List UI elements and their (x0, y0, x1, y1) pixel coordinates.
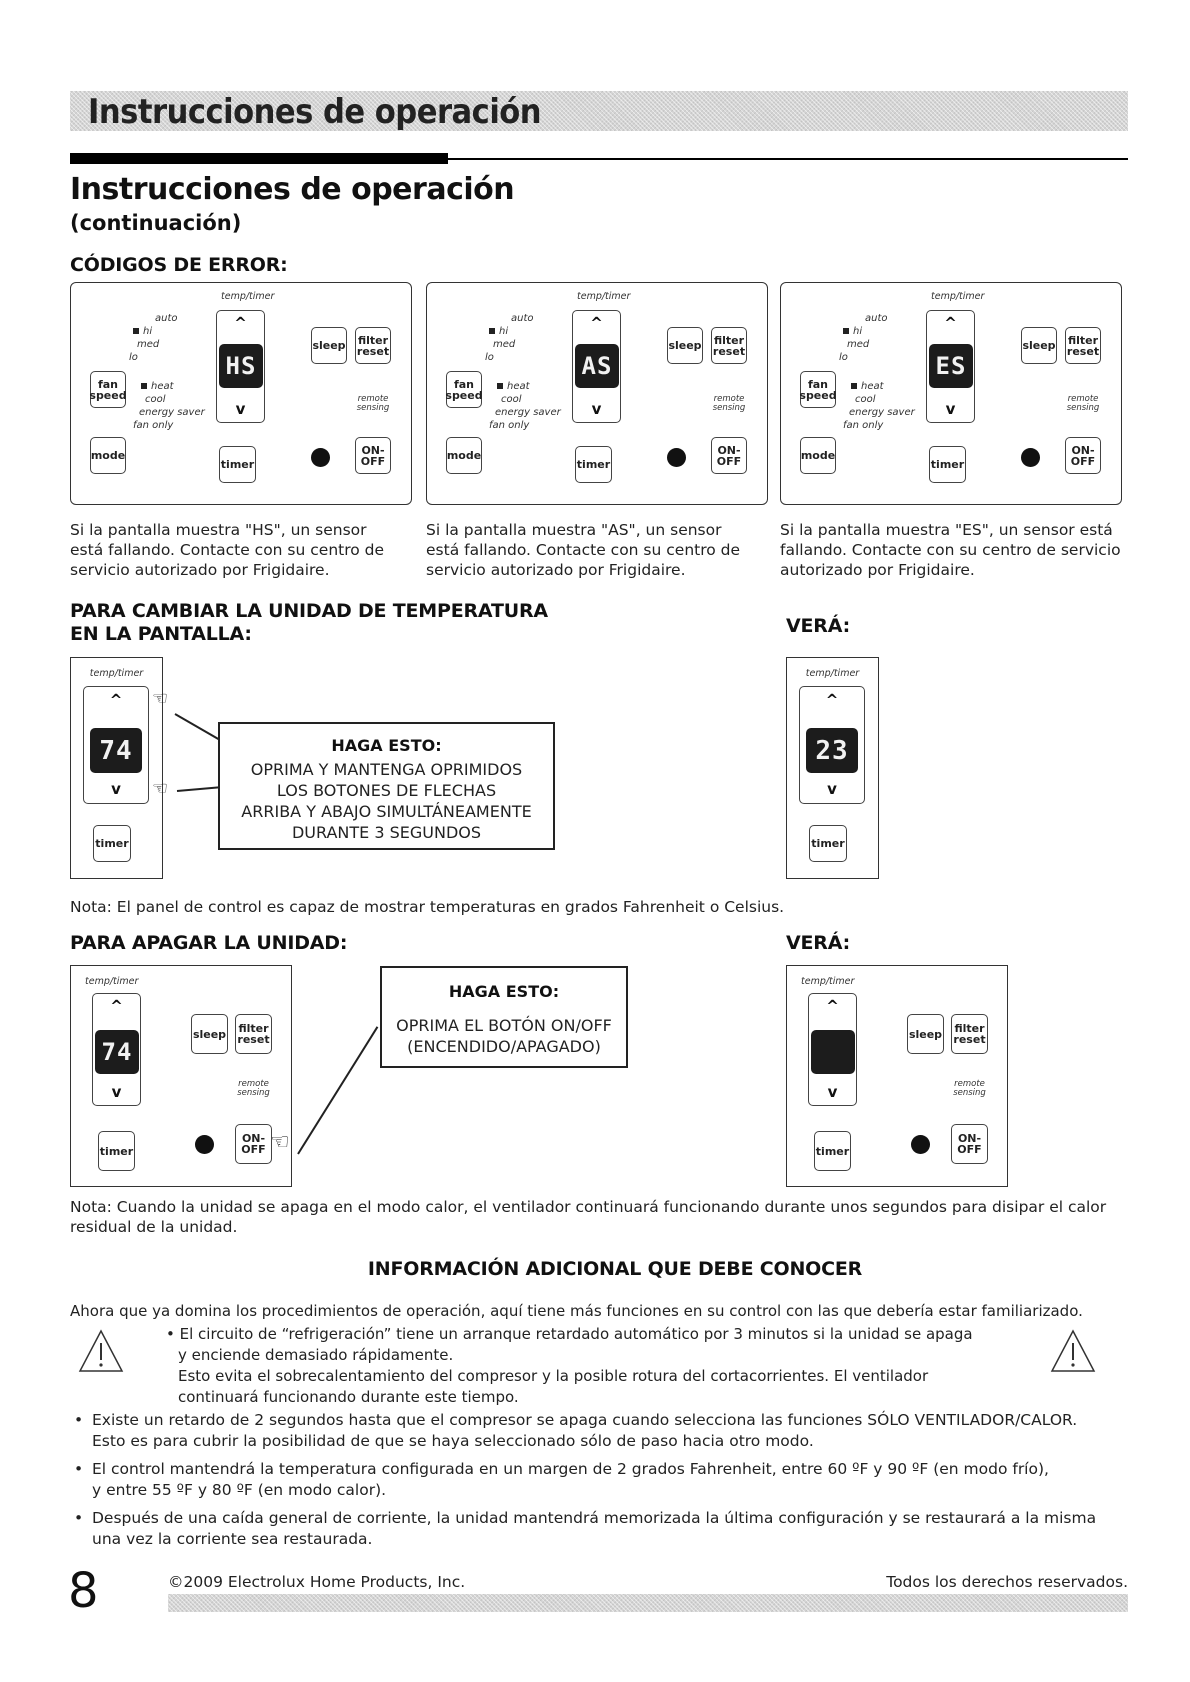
remote-sensor-icon (667, 448, 686, 467)
page-number: 8 (68, 1563, 99, 1619)
instruction-box-temp (218, 722, 555, 850)
temp-display (811, 1030, 855, 1074)
warning-line: continuará funcionando durante este tiempo. (178, 1388, 519, 1406)
mode-heat: heat (141, 381, 174, 392)
fan-mode-hi: hi (489, 326, 508, 337)
temp-timer-label: temp/timer (931, 291, 985, 302)
temp-arrow-group (926, 310, 975, 423)
down-arrow-button[interactable]: v (827, 780, 837, 798)
up-arrow-button[interactable]: ^ (109, 691, 123, 709)
bullet-line: Existe un retardo de 2 segundos hasta que el compresor se apaga cuando selecciona las funciones SÓLO VENTILADOR/CALOR. (92, 1411, 1078, 1429)
timer-button[interactable]: timer (219, 446, 256, 483)
info-bullet (70, 1410, 1130, 1452)
timer-button[interactable]: timer (575, 446, 612, 483)
sleep-button[interactable]: sleep (907, 1014, 944, 1054)
fan-mode-med: med (847, 339, 870, 350)
mode-energy-saver: energy saver (139, 407, 205, 418)
instruction-line: ARRIBA Y ABAJO SIMULTÁNEAMENTE (241, 802, 532, 821)
temp-unit-heading-line2: EN LA PANTALLA: (70, 623, 252, 645)
timer-button[interactable]: timer (814, 1131, 851, 1171)
up-arrow-button[interactable]: ^ (826, 997, 839, 1015)
bullet-line: Esto es para cubrir la posibilidad de que se haya seleccionado sólo de paso hacia otro modo. (92, 1432, 814, 1450)
sleep-button[interactable]: sleep (667, 327, 703, 364)
timer-button[interactable]: timer (98, 1131, 135, 1171)
on-off-button[interactable]: ON- OFF (711, 437, 747, 474)
temp-timer-label: temp/timer (221, 291, 275, 302)
down-arrow-button[interactable]: v (945, 400, 956, 418)
temp-timer-label: temp/timer (577, 291, 631, 302)
mode-fan-only: fan only (133, 420, 174, 431)
mode-button[interactable]: mode (90, 437, 126, 474)
additional-info-heading: INFORMACIÓN ADICIONAL QUE DEBE CONOCER (367, 1258, 863, 1280)
indicator-icon (851, 383, 857, 389)
temp-unit-heading (70, 600, 548, 646)
pointing-hand-icon: ☜ (152, 688, 169, 709)
temp-timer-label: temp/timer (89, 668, 144, 679)
temp-display: 74 (95, 1030, 139, 1074)
error-code-display: AS (575, 344, 619, 388)
control-panel-error-1 (426, 282, 768, 505)
control-panel-off-after (786, 965, 1008, 1187)
mode-button[interactable]: mode (446, 437, 482, 474)
fan-speed-button[interactable]: fan speed (90, 371, 126, 408)
temp-unit-note: Nota: El panel de control es capaz de mostrar temperaturas en grados Fahrenheit o Celsius. (70, 898, 785, 916)
warning-line: El circuito de “refrigeración” tiene un arranque retardado automático por 3 minutos si la unidad se apaga (179, 1325, 973, 1343)
up-arrow-button[interactable]: ^ (825, 691, 839, 709)
sleep-button[interactable]: sleep (1021, 327, 1057, 364)
fan-mode-lo: lo (839, 352, 848, 363)
temp-arrow-group (799, 686, 865, 804)
temp-display: 23 (806, 728, 858, 773)
sleep-button[interactable]: sleep (311, 327, 347, 364)
mode-cool: cool (501, 394, 522, 405)
control-panel-error-2 (780, 282, 1122, 505)
temp-unit-heading-line1: PARA CAMBIAR LA UNIDAD DE TEMPERATURA (70, 600, 548, 622)
fan-mode-med: med (493, 339, 516, 350)
temp-arrow-group (216, 310, 265, 423)
fan-mode-auto: auto (865, 313, 888, 324)
filter-reset-button[interactable]: filter reset (235, 1014, 272, 1054)
mode-fan-only: fan only (489, 420, 530, 431)
mode-energy-saver: energy saver (495, 407, 561, 418)
down-arrow-button[interactable]: v (827, 1083, 838, 1101)
filter-reset-button[interactable]: filter reset (1065, 327, 1101, 364)
remote-sensing-label: remote sensing (712, 394, 746, 413)
fan-mode-lo: lo (129, 352, 138, 363)
instruction-title: HAGA ESTO: (331, 736, 442, 755)
remote-sensing-label: remote sensing (237, 1079, 270, 1098)
remote-sensing-label: remote sensing (1066, 394, 1100, 413)
instruction-line: DURANTE 3 SEGUNDOS (291, 823, 482, 842)
fan-mode-hi: hi (133, 326, 152, 337)
temp-timer-label: temp/timer (805, 668, 860, 679)
on-off-button[interactable]: ON- OFF (355, 437, 391, 474)
down-arrow-button[interactable]: v (111, 780, 121, 798)
timer-button[interactable]: timer (929, 446, 966, 483)
info-bullet (70, 1459, 1130, 1501)
fan-mode-lo: lo (485, 352, 494, 363)
mode-fan-only: fan only (843, 420, 884, 431)
bullet-line: Después de una caída general de corriente, la unidad mantendrá memorizada la última configuración y se restaurará a la misma (92, 1509, 1097, 1527)
filter-reset-button[interactable]: filter reset (711, 327, 747, 364)
temp-arrow-group (808, 993, 857, 1106)
footer-band (168, 1594, 1128, 1612)
remote-sensor-icon (911, 1135, 930, 1154)
power-off-heading: PARA APAGAR LA UNIDAD: (70, 932, 348, 954)
down-arrow-button[interactable]: v (111, 1083, 122, 1101)
remote-sensor-icon (311, 448, 330, 467)
warning-triangle-icon (78, 1328, 124, 1374)
sleep-button[interactable]: sleep (191, 1014, 228, 1054)
down-arrow-button[interactable]: v (591, 400, 602, 418)
control-panel-temp-before (70, 657, 163, 879)
filter-reset-button[interactable]: filter reset (355, 327, 391, 364)
indicator-icon (843, 328, 849, 334)
bullet-line: El control mantendrá la temperatura configurada en un margen de 2 grados Fahrenheit, entre 60 ºF y 90 ºF (en modo frío), (92, 1460, 1049, 1478)
mode-button[interactable]: mode (800, 437, 836, 474)
error-code-description: Si la pantalla muestra "ES", un sensor está fallando. Contacte con su centro de servicio autorizado por Frigidaire. (780, 521, 1121, 579)
fan-mode-auto: auto (155, 313, 178, 324)
mode-cool: cool (855, 394, 876, 405)
instruction-box-off (380, 966, 628, 1068)
up-arrow-button[interactable]: ^ (234, 314, 247, 332)
error-code-description: Si la pantalla muestra "HS", un sensor está fallando. Contacte con su centro de servicio autorizado por Frigidaire. (70, 521, 385, 579)
bullet-icon: • (166, 1325, 175, 1343)
fan-mode-auto: auto (511, 313, 534, 324)
fan-speed-button[interactable]: fan speed (800, 371, 836, 408)
pointing-hand-icon: ☜ (270, 1130, 290, 1155)
temp-arrow-group (92, 993, 141, 1106)
leader-line (297, 1026, 378, 1154)
see-label: VERÁ: (786, 932, 850, 954)
info-bullet (70, 1508, 1130, 1550)
power-off-note: Nota: Cuando la unidad se apaga en el modo calor, el ventilador continuará funcionando durante unos segundos para disipar el calor residual de la unidad. (70, 1198, 1107, 1236)
warning-line: y enciende demasiado rápidamente. (178, 1346, 454, 1364)
remote-sensing-label: remote sensing (953, 1079, 986, 1098)
copyright: ©2009 Electrolux Home Products, Inc. (168, 1573, 466, 1591)
timer-button[interactable]: timer (809, 825, 847, 862)
temp-timer-label: temp/timer (85, 976, 139, 987)
mode-energy-saver: energy saver (849, 407, 915, 418)
fan-mode-med: med (137, 339, 160, 350)
warning-triangle-icon (1050, 1328, 1096, 1374)
mode-cool: cool (145, 394, 166, 405)
page-subtitle: (continuación) (70, 211, 242, 235)
control-panel-off-before (70, 965, 292, 1187)
instruction-line: LOS BOTONES DE FLECHAS (276, 781, 497, 800)
instruction-title: HAGA ESTO: (448, 982, 560, 1001)
bullet-icon: • (74, 1509, 84, 1527)
bullet-icon: • (74, 1460, 84, 1478)
bullet-line: una vez la corriente sea restaurada. (92, 1530, 373, 1548)
up-arrow-button[interactable]: ^ (590, 314, 603, 332)
timer-button[interactable]: timer (93, 825, 131, 862)
remote-sensor-icon (1021, 448, 1040, 467)
control-panel-temp-after (786, 657, 879, 879)
temp-arrow-group (83, 686, 149, 804)
error-codes-heading: CÓDIGOS DE ERROR: (70, 254, 288, 276)
indicator-icon (489, 328, 495, 334)
mode-heat: heat (851, 381, 884, 392)
warning-line: Esto evita el sobrecalentamiento del compresor y la posible rotura del cortacorrientes. El ventilador (178, 1367, 929, 1385)
warning-bullet (166, 1324, 973, 1408)
temp-timer-label: temp/timer (801, 976, 855, 987)
error-code-description: Si la pantalla muestra "AS", un sensor está fallando. Contacte con su centro de servicio autorizado por Frigidaire. (426, 521, 741, 579)
indicator-icon (141, 383, 147, 389)
instruction-line: OPRIMA Y MANTENGA OPRIMIDOS (250, 760, 523, 779)
up-arrow-button[interactable]: ^ (110, 997, 123, 1015)
temp-arrow-group (572, 310, 621, 423)
on-off-button[interactable]: ON- OFF (235, 1124, 272, 1164)
additional-info-intro: Ahora que ya domina los procedimientos de operación, aquí tiene más funciones en su control con las que debería estar familiarizado. (70, 1302, 1083, 1320)
pointing-hand-icon: ☜ (152, 778, 169, 799)
error-code-display: HS (219, 344, 263, 388)
divider-accent-bar (70, 153, 448, 164)
rights-reserved: Todos los derechos reservados. (886, 1573, 1128, 1591)
filter-reset-button[interactable]: filter reset (951, 1014, 988, 1054)
instruction-line: (ENCENDIDO/APAGADO) (407, 1037, 601, 1056)
control-panel-error-0 (70, 282, 412, 505)
banner-title: Instrucciones de operación (88, 92, 542, 132)
temp-display: 74 (90, 728, 142, 773)
mode-heat: heat (497, 381, 530, 392)
page-title: Instrucciones de operación (70, 172, 515, 207)
bullet-icon: • (74, 1411, 84, 1429)
fan-speed-button[interactable]: fan speed (446, 371, 482, 408)
up-arrow-button[interactable]: ^ (944, 314, 957, 332)
instruction-line: OPRIMA EL BOTÓN ON/OFF (396, 1016, 612, 1035)
on-off-button[interactable]: ON- OFF (951, 1124, 988, 1164)
remote-sensing-label: remote sensing (356, 394, 390, 413)
bullet-line: y entre 55 ºF y 80 ºF (en modo calor). (92, 1481, 387, 1499)
indicator-icon (497, 383, 503, 389)
on-off-button[interactable]: ON- OFF (1065, 437, 1101, 474)
fan-mode-hi: hi (843, 326, 862, 337)
down-arrow-button[interactable]: v (235, 400, 246, 418)
see-label: VERÁ: (786, 615, 850, 637)
error-code-display: ES (929, 344, 973, 388)
remote-sensor-icon (195, 1135, 214, 1154)
indicator-icon (133, 328, 139, 334)
